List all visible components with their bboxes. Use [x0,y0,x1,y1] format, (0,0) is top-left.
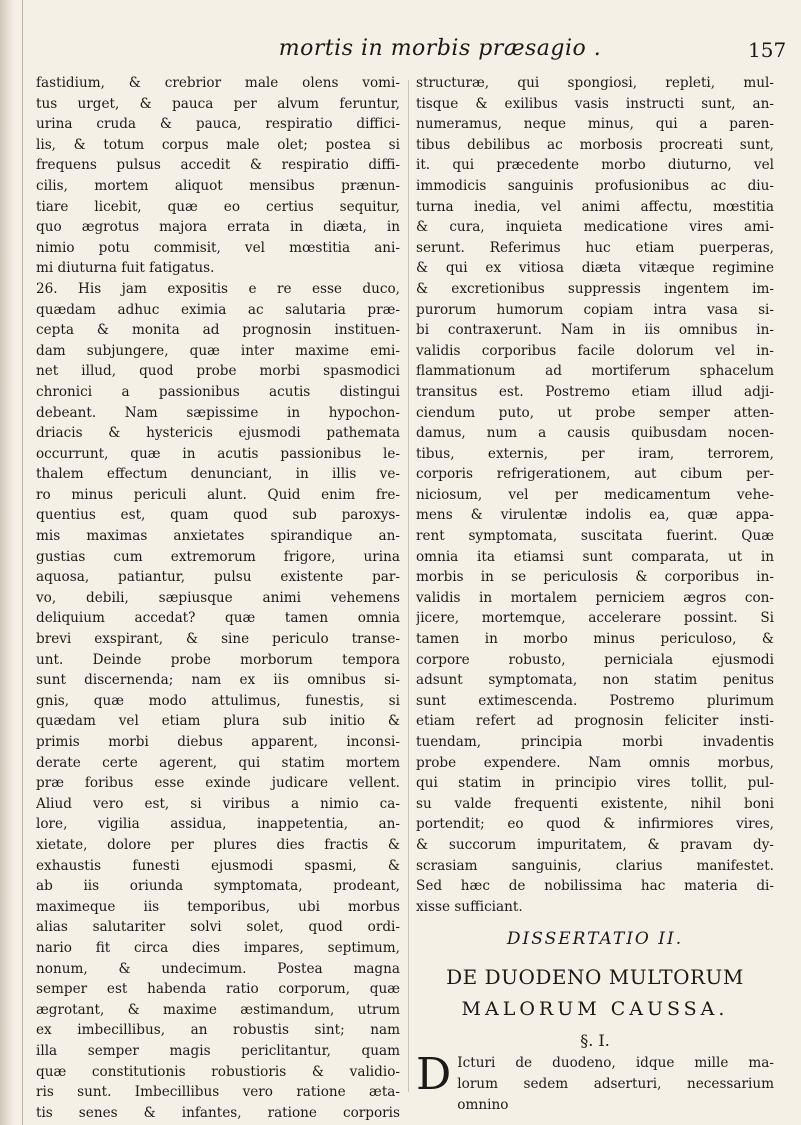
text-line: debeant. Nam sæpissime in hypochon- [36,404,400,421]
text-line: præ foribus esse exinde judicare vellent. [36,775,400,792]
text-line: semper est habenda ratio corporum, quæ [36,981,400,998]
text-line: quædam vel etiam plura sub initio & [36,713,400,730]
text-line: validis corporibus facile dolorum vel in- [416,342,774,359]
text-line: probe expendere. Nam omnis morbus, [416,754,774,771]
text-line: exhaustis funesti ejusmodi spasmi, & [36,857,400,874]
text-line: su valde frequenti existente, nihil boni [416,795,774,812]
text-line: structuræ, qui spongiosi, repleti, mul- [416,75,774,91]
text-line: nario fit circa dies impares, septimum, [36,939,400,956]
text-line: sunt discernenda; nam ex iis omnibus si- [36,672,400,689]
text-line: validis in mortalem perniciem ægros con- [416,589,774,606]
text-line: quentius est, quam quod sub paroxys- [36,507,400,524]
text-line: immodicis sanguinis profusionibus ac diu- [416,177,774,194]
text-line: net illud, quod probe morbi spasmodici [36,363,400,380]
intro-paragraph [416,1049,774,1115]
text-line: corpore robusto, perniciala ejusmodi [416,651,774,668]
text-line: cilis, mortem aliquot mensibus prænun- [36,177,400,194]
dissertation-heading: DISSERTATIO II. [506,929,684,950]
section-number: §. I. [580,1031,610,1051]
text-line: thalem effectum denunciant, in illis ve- [36,466,400,483]
text-line: frequens pulsus accedit & respiratio diffi- [36,157,400,174]
page-header [0,36,801,76]
text-line: mis maximas anxietates spirandique an- [36,528,400,545]
text-line: nonum, & undecimum. Postea magna [36,960,400,977]
text-line: lorum sedem adserturi, necessarium [457,1075,774,1092]
text-line: serunt. Referimus huc etiam puerperas, [416,239,774,256]
column-divider [408,80,409,1092]
text-line: corporis refrigerationem, aut cibum per- [416,466,774,483]
text-line: deliquium accedat? quæ tamen omnia [36,610,400,627]
text-line: transitus est. Postremo etiam illud adji- [416,383,774,400]
text-line: ciendum puto, ut probe semper atten- [416,404,774,421]
text-line: occurrunt, quæ in acutis passionibus le- [36,445,400,462]
text-line: Aliud vero est, si viribus a nimio ca- [36,795,400,812]
text-line: derate certe agerent, qui statim mortem [36,754,400,771]
text-line: & excretionibus suppressis ingentem im- [416,280,774,297]
page-number: 157 [748,38,787,62]
text-line: qui statim in principio vires tollit, pul- [416,775,774,792]
chapter-subtitle: MALORUM CAUSSA. [461,998,729,1021]
text-line: aquosa, patiantur, pulsu existente par- [36,569,400,586]
text-line: damus, num a causis quibusdam nocen- [416,425,774,442]
text-line: jicere, mortemque, accelerare possint. Si [416,610,774,627]
intro-lines [416,1049,774,1115]
text-line: gnis, quæ modo attulimus, funestis, si [36,692,400,709]
text-line: purorum humorum copiam intra vasa si- [416,301,774,318]
right-text-column [416,73,774,1115]
text-line: numeramus, neque minus, qui a paren- [416,116,774,133]
text-line: tibus debilibus ac morbosis procreati sunt, [416,136,774,153]
text-line: cepta & monita ad prognosin instituen- [36,322,400,339]
text-line: & cura, inquieta medicatione vires ami- [416,219,774,236]
text-line: illa semper magis periclitantur, quam [36,1042,400,1059]
text-line: xisse sufficiant. [416,898,523,915]
text-line: xietate, dolore per plures dies fractis & [36,836,400,853]
text-line: primis morbi diebus apparent, inconsi- [36,734,400,750]
text-line: tus urget, & pauca per alvum feruntur, [36,95,400,112]
binding-gutter [0,0,14,1125]
text-line: flammationum ad mortiferum sphacelum [416,363,774,380]
text-line: adsunt symptomata, non statim penitus [416,672,774,689]
text-line: chronici a passionibus acutis distingui [36,383,400,400]
text-line: vo, debili, sæpiusque animi vehemens [36,589,400,606]
text-line: omnia ita etiamsi sunt comparata, ut in [416,548,774,565]
text-line: mens & virulentæ indolis ea, quæ appa- [416,507,774,524]
text-line: it. qui præcedente morbo diuturno, vel [416,157,774,174]
text-line: fastidium, & crebrior male olens vomi- [36,75,400,91]
chapter-title: DE DUODENO MULTORUM [446,965,744,990]
text-line: ab iis oriunda symptomata, prodeant, [36,878,400,895]
text-line: turna inedia, vel animi affectu, mœstitia [416,198,774,215]
text-line: scrasiam sanguinis, clarius manifestet. [416,857,774,874]
text-line: portendit; eo quod & infirmiores vires, [416,816,774,833]
text-line: niciosum, vel per medicamentum vehe- [416,486,774,503]
text-line: quædam adhuc eximia ac salutaria præ- [36,301,400,318]
text-line: 26. His jam expositis e re esse duco, [36,280,400,297]
text-line: alias salutariter solvi solet, quod ordi- [36,919,400,936]
text-line: lis, & totum corpus male olet; postea si [36,136,400,153]
left-text-column [36,73,400,1123]
text-line: tisque & exilibus vasis instructi sunt, an- [416,95,774,112]
text-line: tiare licebit, quæ eo certius sequitur, [36,198,400,215]
text-line: omnino [457,1096,509,1113]
text-line: brevi exspirant, & sine periculo transe- [36,631,400,648]
text-line: maximeque iis temporibus, ubi morbus [36,898,400,915]
running-head: mortis in morbis præsagio . [278,36,602,61]
text-line: quo ægrotus majora errata in diæta, in [36,219,400,236]
text-line: tibus, externis, per iram, terrorem, [416,445,774,462]
text-line: driacis & hystericis ejusmodi pathemata [36,425,400,442]
text-line: morbis in se periculosis & corporibus in- [416,569,774,586]
text-line: tuendam, principia morbi invadentis [416,734,774,750]
drop-capital: D [416,1049,452,1101]
text-line: sunt extimescenda. Postremo plurimum [416,692,774,709]
text-line: ro minus periculi alunt. Quid enim fre- [36,486,400,503]
text-line: unt. Deinde probe morborum tempora [36,651,400,668]
text-line: & succorum impuritatem, & pravam dy- [416,836,774,853]
text-line: lore, vigilia assidua, inappetentia, an- [36,816,400,833]
right-paragraph [416,73,774,917]
text-line: nimio potu commisit, vel mœstitia ani- [36,239,400,256]
text-line: mi diuturna fuit fatigatus. [36,260,215,277]
text-line: quæ constitutionis robustioris & validio- [36,1063,400,1080]
binding-edge [22,0,23,1125]
text-line: etiam refert ad prognosin feliciter insti- [416,713,774,730]
text-line: rent symptomata, suscitata fuerint. Quæ [416,528,774,545]
text-line: bi contraxerunt. Nam in iis omnibus in- [416,322,774,339]
text-line: tis senes & infantes, ratione corporis [36,1104,400,1121]
text-line: & qui ex vitiosa diæta vitæque regimine [416,260,774,277]
text-line: ex imbecillibus, an robustis sint; nam [36,1022,400,1039]
text-line: urina cruda & pauca, respiratio diffici- [36,116,400,133]
text-line: dam subjungere, quæ inter maxime emi- [36,342,400,359]
text-line: Sed hæc de nobilissima hac materia di- [416,878,774,895]
text-line: Icturi de duodeno, idque mille ma- [457,1055,774,1072]
text-line: ris sunt. Imbecillibus vero ratione æta- [36,1084,400,1101]
text-line: tamen in morbo minus periculoso, & [416,631,774,648]
text-line: gustias cum extremorum frigore, urina [36,548,400,565]
text-line: ægrotant, & maxime æstimandum, utrum [36,1001,400,1018]
